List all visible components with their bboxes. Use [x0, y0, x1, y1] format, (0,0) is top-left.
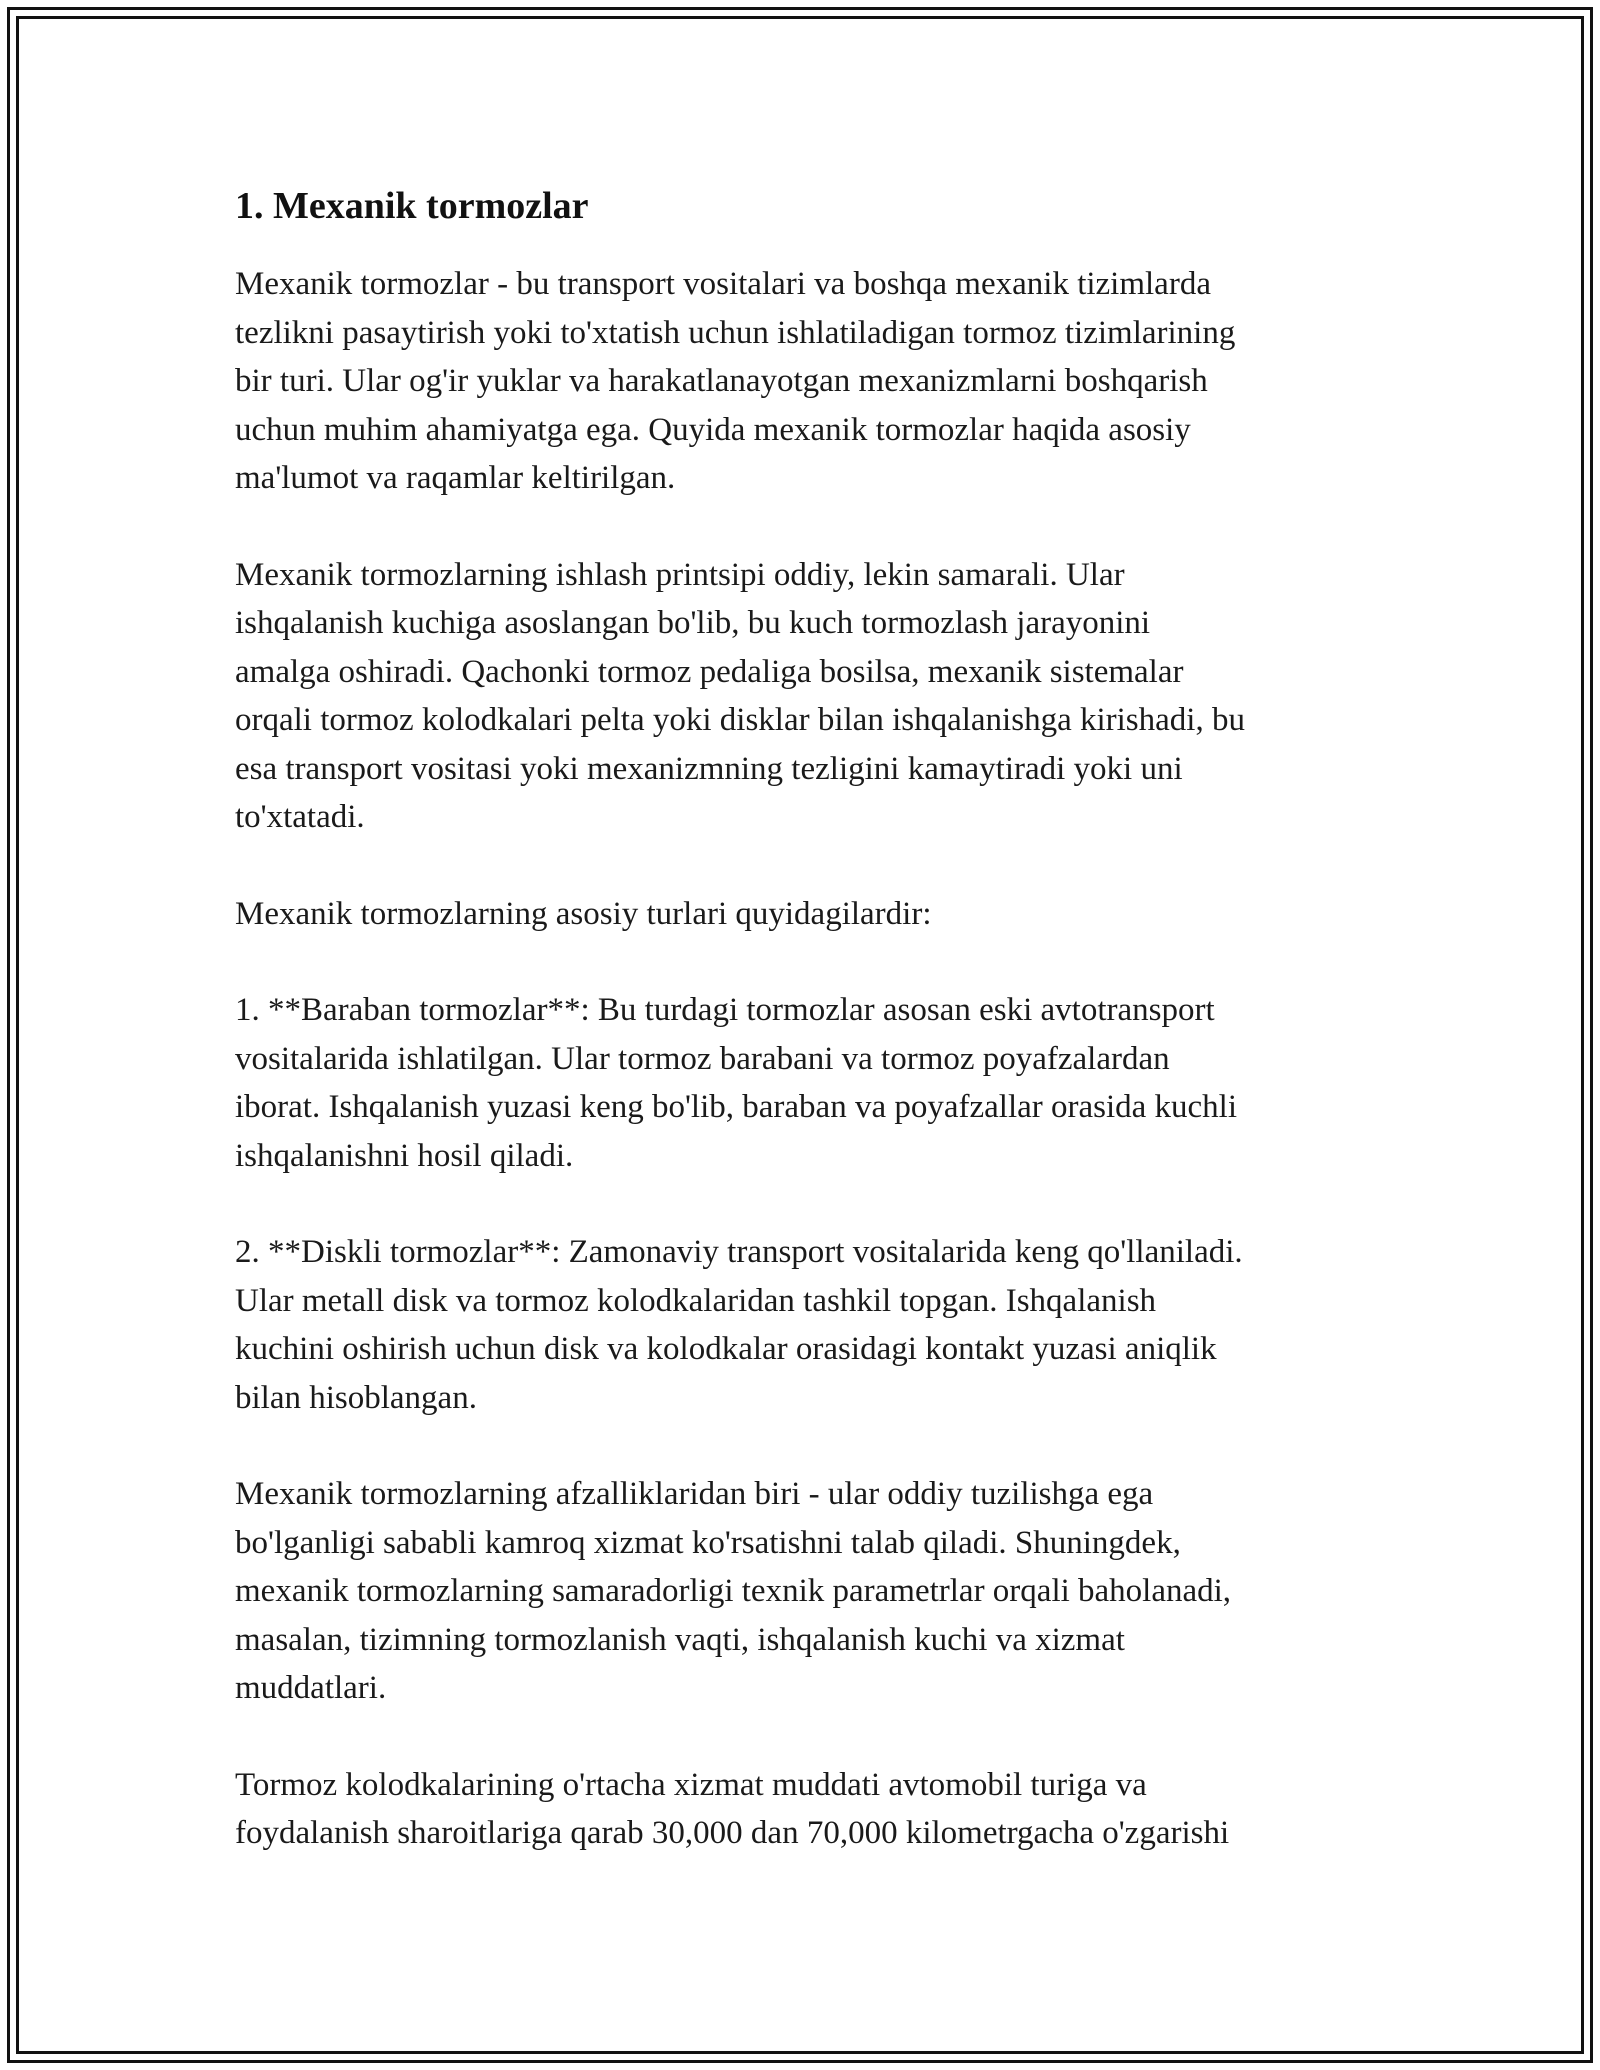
paragraph-drum-brakes: 1. **Baraban tormozlar**: Bu turdagi tormozlar asosan eski avtotransport vositalarida ishlatilgan. Ular tormoz barabani va tormoz poyafzalardan iborat. Ishqalanish yuzasi keng bo'lib, baraban va poyafzallar orasida kuchli ishqalanishni hosil qiladi. [235, 992, 1238, 1174]
paragraph-service-life: Tormoz kolodkalarining o'rtacha xizmat muddati avtomobil turiga va foydalanish sharoitlariga qarab 30,000 dan 70,000 kilometrgacha o'zgarishi [235, 1766, 1230, 1851]
document-body [235, 182, 1385, 1906]
paragraph-advantages: Mexanik tormozlarning afzalliklaridan biri - ular oddiy tuzilishga ega bo'lganligi sababli kamroq xizmat ko'rsatishni talab qiladi. Shuningdek, mexanik tormozlarning samaradorligi texnik parametrlar orqali baholanadi, masalan, tizimning tormozlanish vaqti, ishqalanish kuchi va xizmat muddatlari. [235, 1476, 1232, 1706]
section-heading: 1. Mexanik tormozlar [235, 185, 589, 227]
paragraph-intro: Mexanik tormozlar - bu transport vositalari va boshqa mexanik tizimlarda tezlikni pasaytirish yoki to'xtatish uchun ishlatiladigan tormoz tizimlarining bir turi. Ular og'ir yuklar va harakatlanayotgan mexanizmlarni boshqarish uchun muhim ahamiyatga ega. Quyida mexanik tormozlar haqida asosiy ma'lumot va raqamlar keltirilgan. [235, 266, 1236, 496]
paragraph-types-intro: Mexanik tormozlarning asosiy turlari quyidagilardir: [235, 895, 932, 932]
paragraph-disc-brakes: 2. **Diskli tormozlar**: Zamonaviy transport vositalarida keng qo'llaniladi. Ular metall disk va tormoz kolodkalaridan tashkil topgan. Ishqalanish kuchini oshirish uchun disk va kolodkalar orasidagi kontakt yuzasi aniqlik bilan hisoblangan. [235, 1234, 1243, 1416]
paragraph-principle: Mexanik tormozlarning ishlash printsipi oddiy, lekin samarali. Ular ishqalanish kuchiga asoslangan bo'lib, bu kuch tormozlash jarayonini amalga oshiradi. Qachonki tormoz pedaliga bosilsa, mexanik sistemalar orqali tormoz kolodkalari pelta yoki disklar bilan ishqalanishga kirishadi, bu esa transport vositasi yoki mexanizmning tezligini kamaytiradi yoki uni to'xtatadi. [235, 556, 1245, 835]
